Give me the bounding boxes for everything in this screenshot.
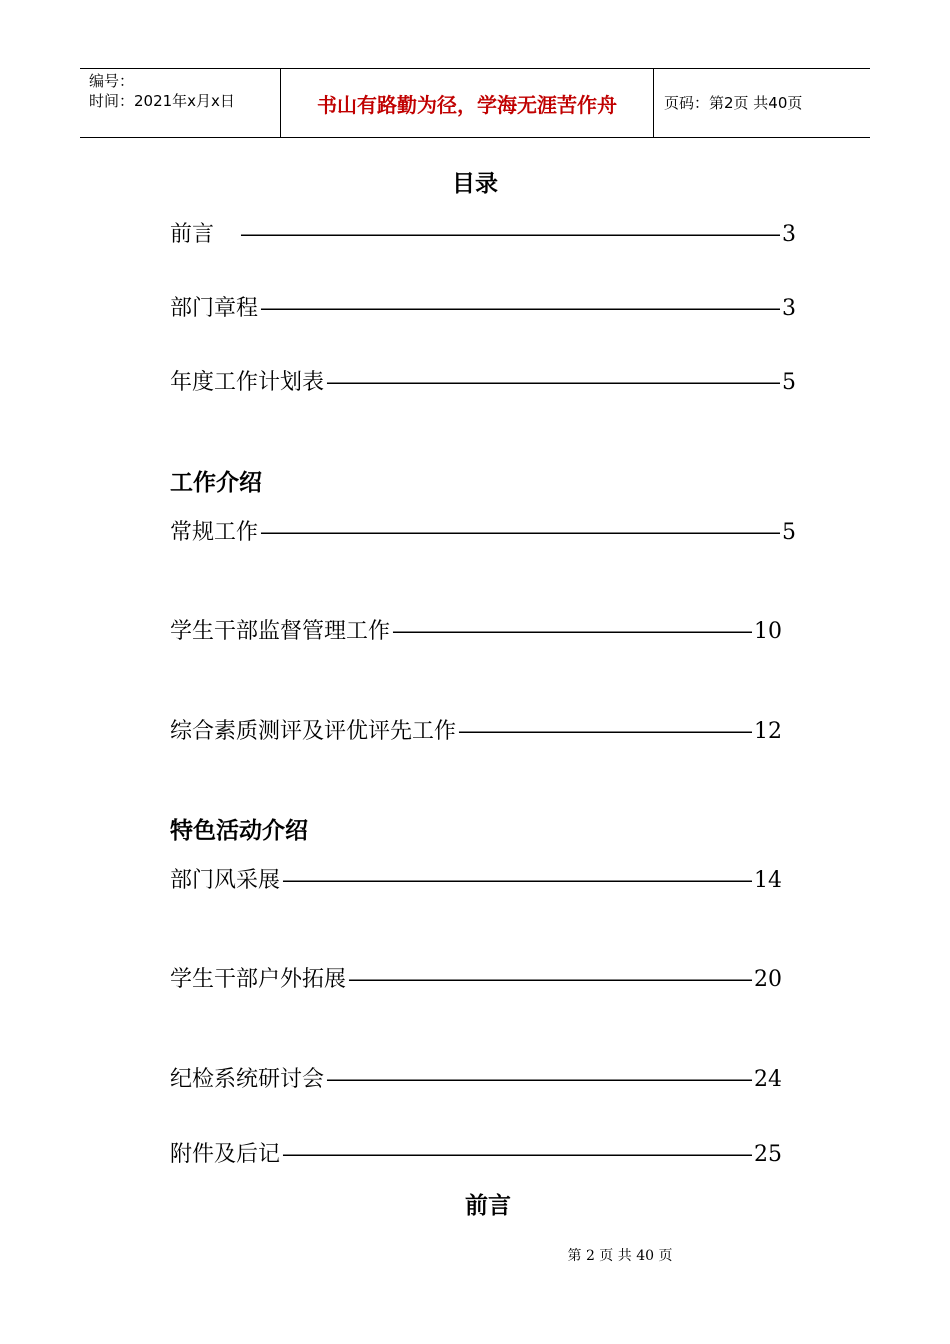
toc-entry-label: 部门章程: [170, 296, 259, 321]
header-motto: 书山有路勤为径，学海无涯苦作舟: [317, 93, 617, 117]
section-heading-activities: 特色活动介绍: [170, 818, 308, 844]
toc-entry-page: 5: [782, 370, 796, 395]
toc-leader: [282, 1140, 752, 1170]
header-meta-cell: [80, 69, 281, 137]
toc-entry-page: 12: [754, 719, 782, 744]
toc-leader: [260, 294, 780, 324]
toc-entry-outdoor-training[interactable]: [170, 965, 782, 995]
toc-leader: [392, 617, 752, 647]
toc-entry-page: 25: [754, 1142, 782, 1167]
header-page-cell: [654, 69, 870, 137]
toc-entry-label: 常规工作: [170, 520, 259, 545]
toc-entry-page: 10: [754, 619, 782, 644]
toc-entry-label: 附件及后记: [170, 1142, 281, 1167]
toc-entry-annual-plan[interactable]: [170, 368, 796, 398]
toc-entry-page: 14: [754, 868, 782, 893]
doc-number-label: 编号：: [89, 72, 135, 90]
page-footer: 第 2 页 共 40 页: [567, 1248, 673, 1264]
toc-entry-page: 24: [754, 1067, 782, 1092]
toc-leader: [348, 965, 752, 995]
toc-entry-foreword[interactable]: [170, 220, 796, 250]
toc-title: 目录: [452, 171, 498, 197]
toc-entry-charter[interactable]: [170, 294, 796, 324]
toc-leader: [240, 220, 780, 250]
toc-entry-label: 年度工作计划表: [170, 370, 325, 395]
toc-entry-page: 5: [782, 520, 796, 545]
toc-entry-quality-evaluation[interactable]: [170, 717, 782, 747]
toc-entry-label: 前言: [170, 222, 215, 247]
page-header: [80, 68, 870, 138]
section-heading-work-intro: 工作介绍: [170, 470, 262, 496]
toc-entry-label: 综合素质测评及评优评先工作: [170, 719, 457, 744]
header-motto-cell: [281, 69, 654, 137]
toc-entry-page: 3: [782, 296, 796, 321]
toc-leader: [326, 368, 780, 398]
toc-entry-appendix[interactable]: [170, 1140, 782, 1170]
toc-leader: [458, 717, 752, 747]
toc-entry-cadre-supervision[interactable]: [170, 617, 782, 647]
toc-entry-department-showcase[interactable]: [170, 866, 782, 896]
toc-leader: [326, 1065, 752, 1095]
toc-entry-label: 学生干部监督管理工作: [170, 619, 391, 644]
toc-entry-discipline-seminar[interactable]: [170, 1065, 782, 1095]
header-page-info: 页码：第2页 共40页: [664, 94, 803, 112]
toc-leader: [260, 518, 780, 548]
doc-time-label: 时间：2021年x月x日: [89, 92, 235, 110]
toc-entry-routine-work[interactable]: [170, 518, 796, 548]
toc-entry-page: 3: [782, 222, 796, 247]
toc-entry-label: 学生干部户外拓展: [170, 967, 347, 992]
toc-entry-label: 部门风采展: [170, 868, 281, 893]
toc-leader: [282, 866, 752, 896]
toc-entry-label: 纪检系统研讨会: [170, 1067, 325, 1092]
toc-entry-page: 20: [754, 967, 782, 992]
foreword-heading: 前言: [465, 1193, 511, 1219]
